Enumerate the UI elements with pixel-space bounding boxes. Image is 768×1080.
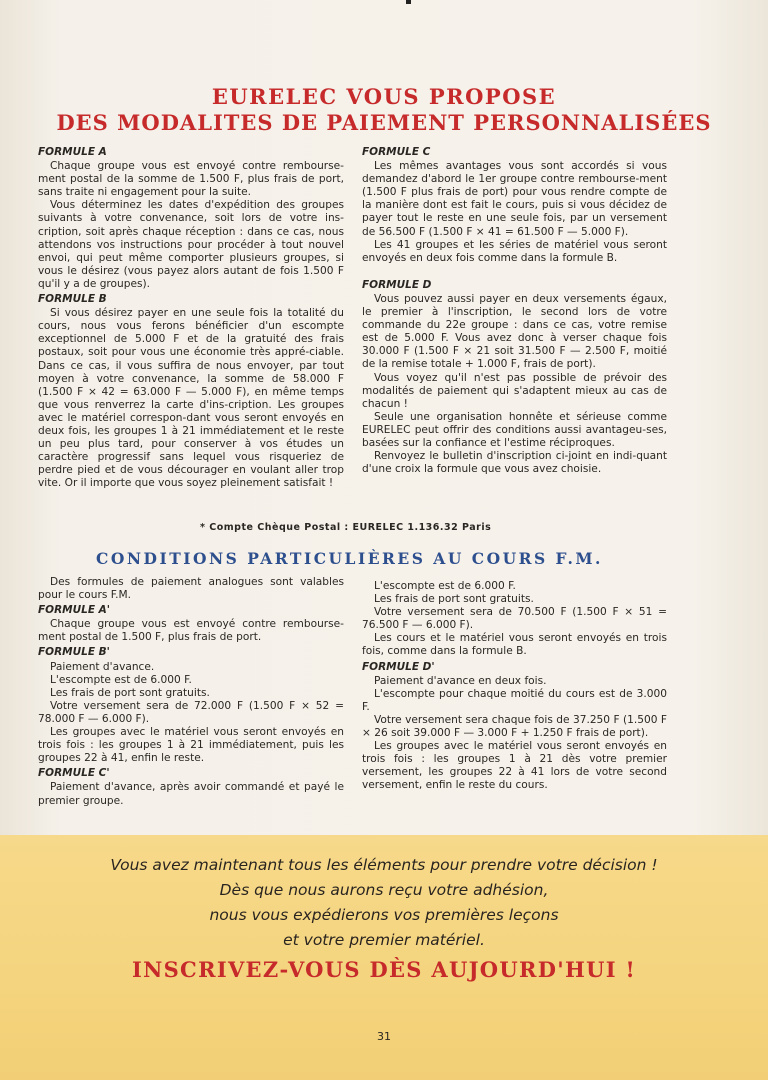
formule-b-prime-paragraph: Paiement d'avance. — [50, 660, 155, 673]
formule-c-prime-paragraph: Les frais de port sont gratuits. — [374, 593, 534, 606]
closing-line: nous vous expédierons vos premières leçons — [209, 906, 559, 924]
formule-b-paragraph: Si vous désirez payer en une seule fois la totalité du cours, nous vous ferons bénéficier d'un escompte exceptionnel de 5.000 F et de la gratuité des frais postaux, soit pour vous une économie très appré-ciable. Dans ce cas, il vous suffira de nous envoyer, par tout moyen à votre convenance, la somme de 58.000 F (1.500 F × 42 = 63.000 F — 5.000 F), en même temps que vous renverrez la carte d'ins-cription. Les groupes avec le matériel correspon-dant vous seront envoyés en deux fois, les groupes 1 à 21 immédiatement et le reste un peu plus tard, pour conserver à vos études un caractère progressif sans lequel vous risqueriez de perdre pied et de vous décourager en voulant aller trop vite. Or il importe que vous soyez pleinement satisfait ! — [38, 307, 344, 490]
formule-c-prime-paragraph: Paiement d'avance, après avoir commandé et payé le premier groupe. — [38, 781, 344, 807]
conditions-intro: Des formules de paiement analogues sont valables pour le cours F.M. — [38, 576, 344, 602]
closing-line: Vous avez maintenant tous les éléments pour prendre votre décision ! — [110, 856, 658, 874]
formule-d-prime-title: FORMULE D' — [362, 660, 435, 673]
column-right-bottom — [362, 580, 667, 793]
formule-c-prime-paragraph: L'escompte est de 6.000 F. — [374, 580, 516, 592]
closing-line: Dès que nous aurons reçu votre adhésion, — [219, 881, 549, 899]
formule-a-prime-paragraph: Chaque groupe vous est envoyé contre rembourse-ment postal de 1.500 F, plus frais de port. — [38, 618, 344, 644]
formule-b-prime-title: FORMULE B' — [38, 646, 110, 659]
formule-a-paragraph: Chaque groupe vous est envoyé contre rembourse-ment postal de la somme de 1.500 F, plus frais de port, sans traite ni engagement pour la suite. — [38, 160, 344, 199]
conditions-title: CONDITIONS PARTICULIÈRES AU COURS F.M. — [96, 549, 603, 568]
compte-cheque-postal: * Compte Chèque Postal : EURELEC 1.136.32 Paris — [200, 522, 492, 533]
formule-c-title: FORMULE C — [362, 146, 431, 158]
formule-b-title: FORMULE B — [38, 293, 107, 306]
page-title: EURELEC VOUS PROPOSE — [211, 84, 557, 109]
column-left-bottom — [38, 576, 344, 808]
formule-a-prime-title: FORMULE A' — [38, 604, 111, 617]
formule-b-prime-paragraph: Les frais de port sont gratuits. — [50, 686, 210, 699]
formule-b-prime-paragraph: Votre versement sera de 72.000 F (1.500 F × 52 = 78.000 F — 6.000 F). — [38, 699, 344, 725]
formule-a-title: FORMULE A — [38, 146, 107, 158]
formule-b-prime-paragraph: Les groupes avec le matériel vous seront envoyés en trois fois : les groupes 1 à 21 immédiatement, puis les groupes 22 à 41, enfin le reste. — [38, 726, 344, 765]
print-mark — [406, 0, 411, 4]
page-subtitle: DES MODALITES DE PAIEMENT PERSONNALISÉES — [56, 110, 712, 135]
formule-b-prime-paragraph: L'escompte est de 6.000 F. — [50, 673, 192, 686]
formule-c-prime-paragraph: Les cours et le matériel vous seront envoyés en trois fois, comme dans la formule B. — [362, 632, 667, 658]
formule-d-prime-paragraph: Les groupes avec le matériel vous seront envoyés en trois fois : les groupes 1 à 21 dès votre premier versement, les groupes 22 à 41 lors de votre second versement, enfin le reste du cours. — [362, 740, 667, 792]
formule-d-prime-paragraph: Votre versement sera chaque fois de 37.250 F (1.500 F × 26 soit 39.000 F — 3.000 F + 1.250 F frais de port). — [362, 713, 667, 740]
formule-d-title: FORMULE D — [362, 278, 432, 291]
closing-line: et votre premier matériel. — [283, 931, 485, 949]
call-to-action: INSCRIVEZ-VOUS DÈS AUJOURD'HUI ! — [131, 957, 637, 982]
column-right-top — [362, 144, 667, 476]
formule-c-prime-paragraph: Votre versement sera de 70.500 F (1.500 F × 51 = 76.500 F — 6.000 F). — [362, 606, 667, 632]
formule-d-paragraph: Vous pouvez aussi payer en deux versements égaux, le premier à l'inscription, le second lors de votre commande du 22e groupe : dans ce cas, votre remise est de 5.000 F. Vous avez donc à verser chaque fois 30.000 F (1.500 F × 21 soit 31.500 F — 2.500 F, moitié de la remise totale + 1.000 F, frais de port). — [362, 292, 667, 371]
page-number: 31 — [377, 1030, 391, 1043]
formule-c-prime-title: FORMULE C' — [38, 767, 110, 780]
formule-d-paragraph: Vous voyez qu'il n'est pas possible de prévoir des modalités de paiement qui s'adaptent mieux au cas de chacun ! — [362, 371, 667, 410]
formule-c-paragraph: Les mêmes avantages vous sont accordés si vous demandez d'abord le 1er groupe contre rembourse-ment (1.500 F plus frais de port) pour vous rendre compte de la manière dont est fait le cours, puis si vous décidez de payer tout le reste en une seule fois, par un versement de 56.500 F (1.500 F × 41 = 61.500 F — 5.000 F). — [362, 160, 667, 238]
formule-d-prime-paragraph: L'escompte pour chaque moitié du cours est de 3.000 F. — [362, 687, 667, 713]
column-left-top — [38, 144, 344, 490]
formule-a-paragraph: Vous déterminez les dates d'expédition des groupes suivants à votre convenance, soit lors de votre ins-cription, soit après chaque réception : dans ce cas, nous attendons vos instructions pour procéder à tout nouvel envoi, qui peut même comporter plusieurs groupes, si vous le désirez (vous payez alors autant de fois 1.500 F qu'il y a de groupes). — [38, 199, 344, 290]
formule-c-paragraph: Les 41 groupes et les séries de matériel vous seront envoyés en deux fois comme dans la formule B. — [362, 238, 667, 264]
formule-d-paragraph: Renvoyez le bulletin d'inscription ci-joint en indi-quant d'une croix la formule que vous avez choisie. — [362, 450, 667, 476]
formule-d-paragraph: Seule une organisation honnête et sérieuse comme EURELEC peut offrir des conditions aussi avantageu-ses, basées sur la confiance et l'estime réciproques. — [362, 410, 667, 449]
formule-d-prime-paragraph: Paiement d'avance en deux fois. — [374, 674, 547, 687]
